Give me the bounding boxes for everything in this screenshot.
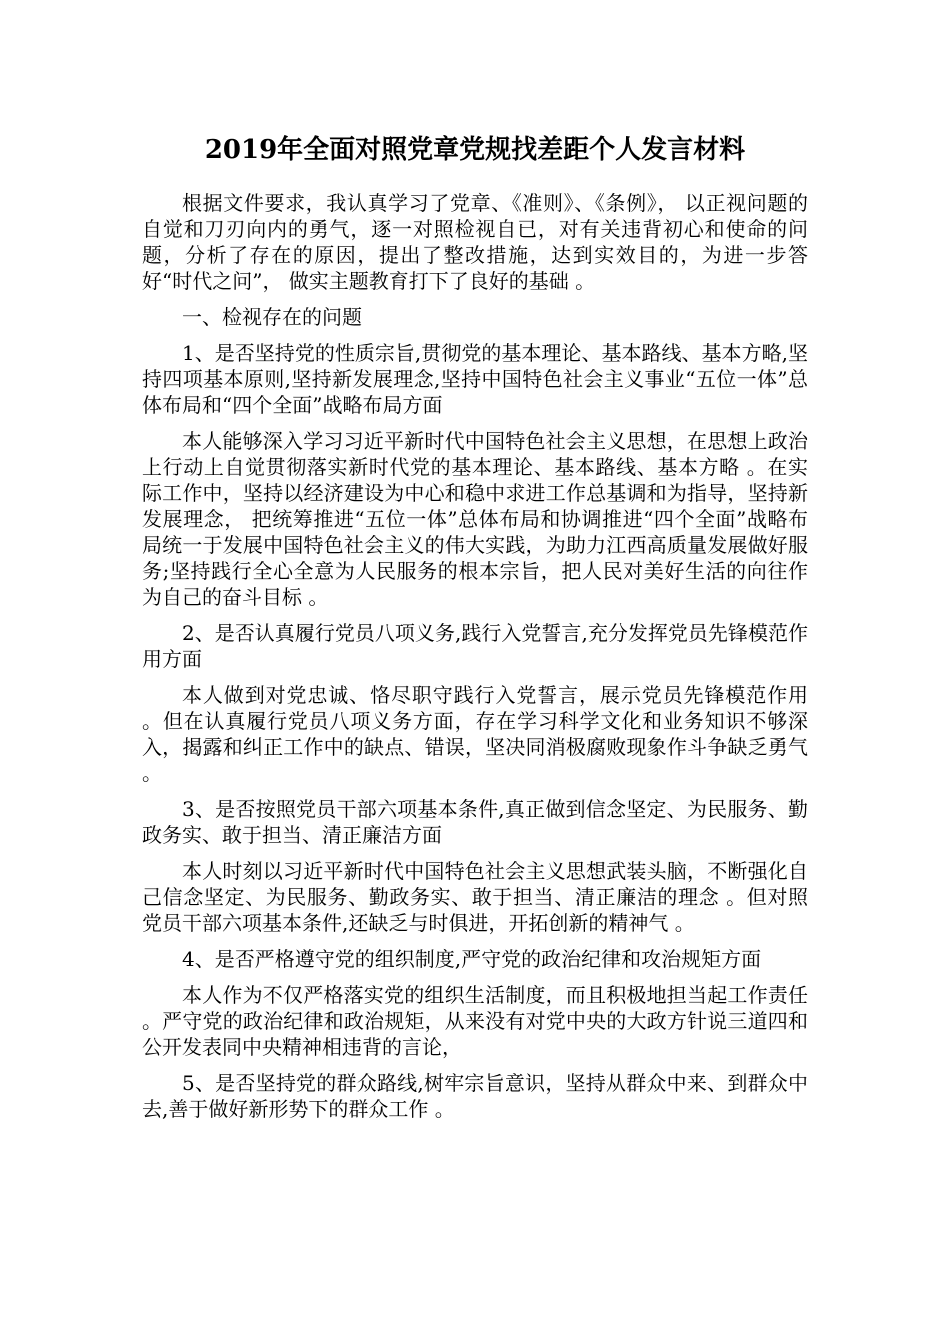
item-4-heading: 4、是否严格遵守党的组织制度,严守党的政治纪律和攻治规矩方面 bbox=[182, 947, 762, 971]
document-title: 2019年全面对照党章党规找差距个人发言材料 bbox=[204, 135, 746, 165]
document-page bbox=[142, 128, 808, 1132]
item-4-body: 本人作为不仅严格落实党的组织生活制度，而且积极地担当起工作责任 。严守党的政治纪律和政治规矩，从来没有对党中央的大政方针说三道四和公开发表同中央精神相违背的言论， bbox=[142, 983, 808, 1059]
item-2-heading: 2、是否认真履行党员八项义务,践行入党誓言,充分发挥党员先锋模范作用方面 bbox=[142, 621, 808, 671]
item-5-heading: 5、是否坚持党的群众路线,树牢宗旨意识，坚持从群众中来、到群众中去,善于做好新形势下的群众工作 。 bbox=[142, 1071, 808, 1121]
item-1-body: 本人能够深入学习习近平新时代中国特色社会主义思想，在思想上政治上行动上自觉贯彻落实新时代党的基本理论、基本路线、基本方略 。在实际工作中，坚持以经济建设为中心和稳中求进工作总基调和为指导，坚持新发展理念， 把统筹推进“五位一体”总体布局和协调推进“四个全面”战略布局统一于发展中国特色社会主义的伟大实践，为助力江西高质量发展做好服务;坚持践行全心全意为人民服务的根本宗旨，把人民对美好生活的向往作为自己的奋斗目标 。 bbox=[142, 429, 808, 609]
item-2-body: 本人做到对党忠诚、恪尽职守践行入党誓言，展示党员先锋模范作用 。但在认真履行党员八项义务方面，存在学习科学文化和业务知识不够深入，揭露和纠正工作中的缺点、错误，坚决同消极腐败现象作斗争缺乏勇气 。 bbox=[142, 683, 808, 785]
item-1-heading: 1、是否坚持党的性质宗旨,贯彻党的基本理论、基本路线、基本方略,坚持四项基本原则,坚持新发展理念,坚持中国特色社会主义事业“五位一体”总体布局和“四个全面”战略布局方面 bbox=[142, 341, 808, 417]
item-3-heading: 3、是否按照党员干部六项基本条件,真正做到信念坚定、为民服务、勤政务实、敢于担当、清正廉洁方面 bbox=[142, 797, 808, 847]
section-heading: 一、检视存在的问题 bbox=[182, 305, 362, 329]
item-3-body: 本人时刻以习近平新时代中国特色社会主义思想武装头脑，不断强化自己信念坚定、为民服务、勤政务实、敢于担当、清正廉洁的理念 。但对照党员干部六项基本条件,还缺乏与时俱进，开拓创新的精神气 。 bbox=[142, 859, 808, 935]
intro-paragraph: 根据文件要求，我认真学习了党章、《准则》、《条例》， 以正视问题的自觉和刀刃向内的勇气，逐一对照检视自已，对有关违背初心和使命的问题，分析了存在的原因，提出了整改措施，达到实效目的，为进一步答好“时代之问”， 做实主题教育打下了良好的基础 。 bbox=[142, 191, 808, 293]
